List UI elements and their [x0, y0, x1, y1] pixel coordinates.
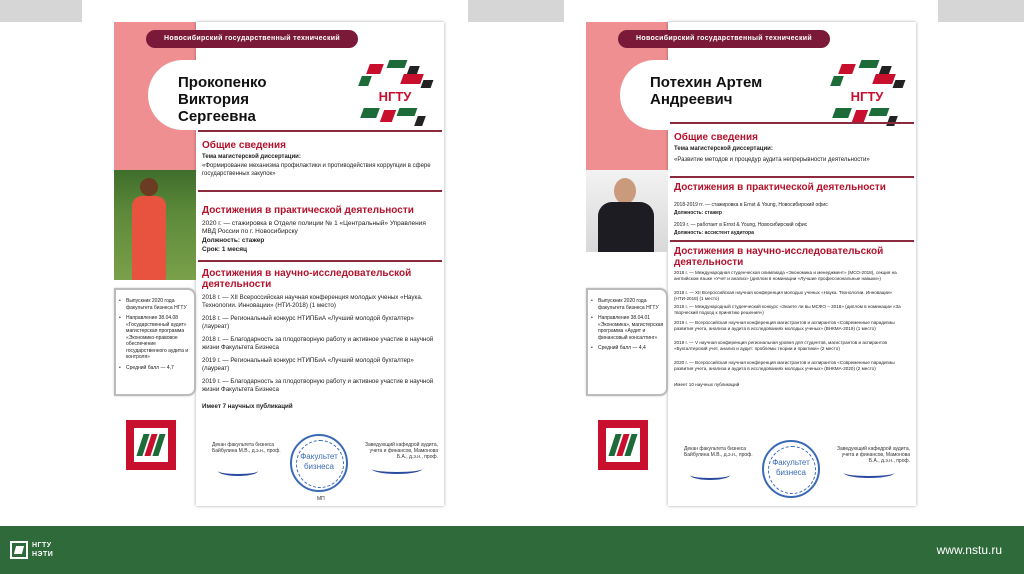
info-item: • Направление 38.04.08 «Государственный аудит» магистерская программа «Экономико-правовое обеспечение государственного аудита и контроля» [116, 315, 194, 361]
faculty-logo [598, 420, 648, 470]
top-bar-right [938, 0, 1024, 22]
research-item: Имеет 7 научных публикаций [202, 403, 293, 410]
footer [0, 526, 1024, 574]
thesis-label: Тема магистерской диссертации: [674, 146, 773, 152]
practice-item: 2020 г. — стажировка в Отделе полиции № 1 «Центральный» Управления МВД России по г. Новосибирску [202, 220, 426, 235]
stamp: Факультет бизнеса [290, 434, 348, 492]
info-item: • Выпускник 2020 года факультета бизнеса НГТУ [588, 298, 666, 311]
practice-item: Должность: стажер [202, 237, 265, 244]
stamp-mp: МП [317, 496, 325, 502]
practice-item: Должность: стажер [674, 210, 722, 216]
research-item: 2018 г. — Международный студенческий конкурс «Знаете ли вы МСФО – 2018» (диплом в номинации «За творческий подход к принятию решения») [674, 304, 901, 315]
research-item: 2018 г. — Международная студенческая олимпиада «Экономика и менеджмент» (МСО-2018), секция на английском языке «Учет и анализ» (диплом в номинации «Лучшие профессиональные навыки») [674, 270, 897, 281]
ngtu-logo-text: НГТУ [844, 88, 890, 106]
divider [198, 260, 442, 262]
student-name: Потехин Артем Андреевич [650, 74, 763, 108]
stamp: Факультет бизнеса [762, 440, 820, 498]
thesis-text: «Формирование механизма профилактики и противодействия коррупции в сфере государственных закупок» [202, 163, 431, 177]
research-item: 2019 г. — Всероссийская научная конференция магистрантов и аспирантов «Современные парадигмы развития учета, анализа и аудита в исследованиях молодых ученых» (ВНКМА-2019) (1 место) [674, 320, 895, 331]
student-photo [114, 170, 196, 280]
photo-suit [598, 202, 654, 252]
thesis-label: Тема магистерской диссертации: [202, 154, 301, 160]
signature-right-text: Заведующий кафедрой аудита, учета и финансов, Мамонова Б.А., д.э.н., проф. [364, 442, 438, 460]
signature-left-text: Декан факультета бизнеса Байбулина М.В., д.э.н., проф. [212, 442, 281, 454]
university-banner: Новосибирский государственный технический университет [618, 30, 830, 48]
photo-head [614, 178, 636, 204]
practice-item: Срок: 1 месяц [202, 246, 248, 253]
research-item: 2019 г. — Региональный конкурс НТИПБиА «Лучший молодой бухгалтер» (лауреат) [202, 357, 414, 372]
research-item: Имеет 10 научных публикаций [674, 382, 740, 387]
info-box [586, 288, 668, 396]
info-item: • Направление 38.04.01 «Экономика», магистерская программа «Аудит и финансовый консалтинг» [588, 315, 666, 341]
student-photo [586, 170, 668, 252]
research-item: 2018 г. — XII Всероссийская научная конференция молодых ученых «Наука. Технологии. Инновации» (НТИ-2018) (1 место) [202, 294, 423, 309]
nstu-logo [10, 540, 62, 560]
student-name: Прокопенко Виктория Сергеевна [178, 74, 267, 125]
info-item: • Средний балл — 4,7 [116, 365, 194, 372]
signature-right [372, 464, 422, 474]
research-item: 2018 г. — Региональный конкурс НТИПБиА «Лучший молодой бухгалтер» (лауреат) [202, 315, 414, 330]
signature-right [844, 468, 894, 478]
research-item: 2018 г. — XII Всероссийская научная конференция молодых ученых «Наука. Технологии. Инновации» (НТИ-2018) (1 место) [674, 290, 893, 301]
research-item: 2019 г. — Благодарность за плодотворную работу и активное участие в научной жизни Факультета Бизнеса [202, 378, 434, 393]
research-title: Достижения в научно-исследовательской деятельности [674, 246, 884, 268]
research-item: 2018 г. — Благодарность за плодотворную работу и активное участие в научной жизни Факультета Бизнеса [202, 336, 434, 351]
general-title: Общие сведения [202, 140, 286, 151]
photo-person [140, 178, 158, 196]
signature-left [690, 470, 730, 480]
research-item: 2020 г. — Всероссийская научная конференция магистрантов и аспирантов «Современные парадигмы развития учета, анализа и аудита в исследованиях молодых ученых» (ВНКМА-2020) (2 место) [674, 360, 895, 371]
practice-item: Должность: ассистент аудитора [674, 230, 754, 236]
photo-dress [132, 196, 166, 280]
practice-item: 2019 г. — работает в Ernst & Young, Новосибирский офис [674, 222, 808, 228]
nstu-logo-mark [10, 541, 28, 559]
university-banner: Новосибирский государственный технический университет [146, 30, 358, 48]
thesis-text: «Развитие методов и процедур аудита непрерывности деятельности» [674, 157, 870, 163]
divider [670, 122, 914, 124]
divider [670, 240, 914, 242]
faculty-logo [126, 420, 176, 470]
website-link[interactable]: www.nstu.ru [936, 543, 1002, 557]
info-box [114, 288, 196, 396]
top-bar-center [468, 0, 564, 22]
top-bar-left [0, 0, 82, 22]
divider [670, 176, 914, 178]
research-item: 2019 г. — V научная конференция региональная уровня для студентов, магистрантов и аспирантов «Бухгалтерский учет, анализ и аудит: проблемы теории и практики» (2 место) [674, 340, 887, 351]
student-card-2 [586, 22, 916, 506]
nstu-logo-line1: НГТУ [32, 542, 52, 549]
practice-title: Достижения в практической деятельности [674, 182, 886, 193]
ngtu-logo-text: НГТУ [372, 88, 418, 106]
signature-left [218, 466, 258, 476]
divider [198, 130, 442, 132]
signature-right-text: Заведующий кафедрой аудита, учета и финансов, Мамонова Б.А., д.э.н., проф. [836, 446, 910, 464]
student-card-1 [114, 22, 444, 506]
info-item: • Выпускник 2020 года факультета бизнеса НГТУ [116, 298, 194, 311]
nstu-logo-line2: НЭТИ [32, 551, 54, 558]
practice-item: 2018-2019 гг. — стажировка в Ernst & Young, Новосибирский офис [674, 202, 828, 208]
signature-left-text: Декан факультета бизнеса Байбулина М.В., д.э.н., проф. [684, 446, 753, 458]
ngtu-logo [358, 60, 438, 132]
general-title: Общие сведения [674, 132, 758, 143]
practice-title: Достижения в практической деятельности [202, 205, 414, 216]
research-title: Достижения в научно-исследовательской деятельности [202, 268, 412, 290]
divider [198, 190, 442, 192]
info-item: • Средний балл — 4,4 [588, 345, 666, 352]
